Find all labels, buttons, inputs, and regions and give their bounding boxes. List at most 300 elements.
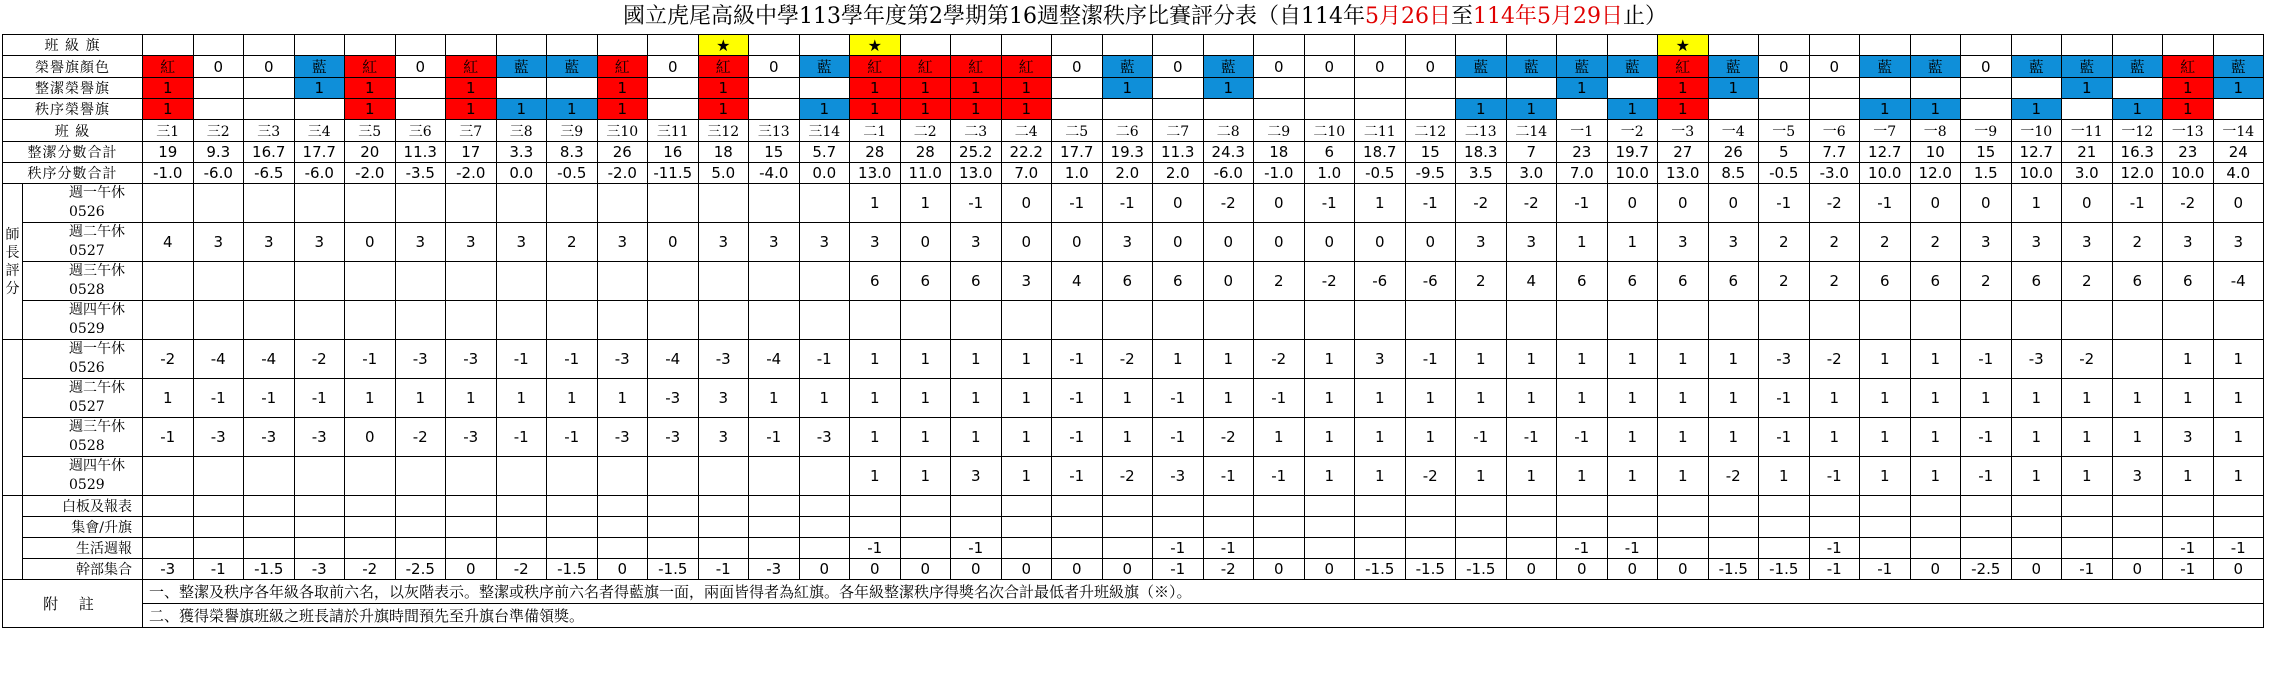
extra-cell: -1.5 xyxy=(1405,559,1456,580)
score-cell xyxy=(143,262,194,301)
class-label: 班 級 xyxy=(3,120,143,142)
class-flag-cell xyxy=(1405,35,1456,56)
extra-cell: -1.5 xyxy=(648,559,699,580)
score-cell: 1 xyxy=(1658,379,1709,418)
score-cell xyxy=(597,457,648,496)
score-cell: 1 xyxy=(1355,457,1406,496)
clean-total-cell: 10 xyxy=(1910,142,1961,163)
clean-total-cell: 12.7 xyxy=(1860,142,1911,163)
order-flag-cell: 1 xyxy=(2011,99,2062,120)
score-cell xyxy=(749,301,800,340)
score-cell: -1 xyxy=(1759,184,1810,223)
score-cell: 0 xyxy=(1607,184,1658,223)
order-flag-cell xyxy=(193,99,244,120)
score-cell: 1 xyxy=(1304,457,1355,496)
extra-cell xyxy=(1153,517,1204,538)
score-cell xyxy=(1658,301,1709,340)
score-cell: 1 xyxy=(749,379,800,418)
extras-group xyxy=(3,496,23,580)
clean-total-cell: 22.2 xyxy=(1001,142,1052,163)
score-cell xyxy=(193,457,244,496)
score-cell: -1 xyxy=(294,379,345,418)
extra-cell xyxy=(1355,496,1406,517)
class-flag-cell xyxy=(2062,35,2113,56)
order-flag-cell xyxy=(1708,99,1759,120)
class-flag-cell xyxy=(395,35,446,56)
score-cell: 1 xyxy=(1961,379,2012,418)
score-cell: -1 xyxy=(799,340,850,379)
order-total-cell: -6.5 xyxy=(244,163,295,184)
score-cell xyxy=(1910,301,1961,340)
score-cell xyxy=(193,262,244,301)
score-cell: 0 xyxy=(1355,223,1406,262)
extra-cell xyxy=(698,517,749,538)
class-name-cell: 二4 xyxy=(1001,120,1052,142)
score-cell: 1 xyxy=(1910,418,1961,457)
honor-color-cell: 0 xyxy=(1355,56,1406,78)
teacher-order-row xyxy=(3,418,2264,457)
score-cell: -1 xyxy=(1405,340,1456,379)
extra-cell: 0 xyxy=(1910,559,1961,580)
class-name-cell: 三6 xyxy=(395,120,446,142)
honor-color-cell: 藍 xyxy=(2011,56,2062,78)
order-total-cell: 12.0 xyxy=(1910,163,1961,184)
extra-cell: -1.5 xyxy=(1456,559,1507,580)
score-cell: 3 xyxy=(244,223,295,262)
class-name-cell: 一5 xyxy=(1759,120,1810,142)
clean-flag-cell xyxy=(1405,78,1456,99)
score-cell: -2 xyxy=(1456,184,1507,223)
class-name-cell: 三11 xyxy=(648,120,699,142)
score-cell: -4 xyxy=(2213,262,2264,301)
clean-total-cell: 24.3 xyxy=(1203,142,1254,163)
score-cell xyxy=(547,184,598,223)
extra-cell xyxy=(850,496,901,517)
score-cell: 1 xyxy=(850,379,901,418)
score-cell xyxy=(1304,301,1355,340)
score-cell xyxy=(547,457,598,496)
extra-cell xyxy=(1708,517,1759,538)
honor-color-cell: 紅 xyxy=(345,56,396,78)
score-cell: -1 xyxy=(1961,340,2012,379)
extra-cell: 0 xyxy=(1052,559,1103,580)
weekday-label xyxy=(23,262,143,301)
weekday-date: 0529 xyxy=(69,321,105,337)
section-char: 分 xyxy=(5,280,20,297)
class-flag-cell xyxy=(1102,35,1153,56)
clean-flag-cell xyxy=(1809,78,1860,99)
score-cell: -2 xyxy=(1304,262,1355,301)
extra-cell xyxy=(1607,496,1658,517)
score-cell: 1 xyxy=(900,418,951,457)
honor-color-cell: 0 xyxy=(395,56,446,78)
order-total-cell: 7.0 xyxy=(1557,163,1608,184)
score-cell xyxy=(244,262,295,301)
class-flag-cell xyxy=(294,35,345,56)
clean-total-cell: 19.7 xyxy=(1607,142,1658,163)
score-cell: 1 xyxy=(1910,379,1961,418)
honor-color-cell: 紅 xyxy=(1001,56,1052,78)
score-cell: 1 xyxy=(2112,379,2163,418)
weekday-date: 0528 xyxy=(69,282,105,298)
extra-cell: 0 xyxy=(799,559,850,580)
weekday-name: 週二午休 xyxy=(69,380,125,396)
extra-cell xyxy=(2163,517,2214,538)
extra-cell xyxy=(1557,517,1608,538)
score-cell: 3 xyxy=(698,223,749,262)
class-name-cell: 三4 xyxy=(294,120,345,142)
score-cell: 2 xyxy=(1759,223,1810,262)
clean-flag-cell xyxy=(193,78,244,99)
score-cell: 3 xyxy=(799,223,850,262)
score-cell: -1 xyxy=(1809,457,1860,496)
honor-color-cell: 0 xyxy=(749,56,800,78)
extra-cell: -3 xyxy=(294,559,345,580)
score-cell: 1 xyxy=(1405,379,1456,418)
honor-color-cell: 紅 xyxy=(850,56,901,78)
order-flag-cell xyxy=(1304,99,1355,120)
weekday-label xyxy=(23,301,143,340)
honor-color-cell: 紅 xyxy=(2163,56,2214,78)
score-cell xyxy=(193,301,244,340)
score-cell xyxy=(143,457,194,496)
order-score-group xyxy=(3,340,23,496)
clean-flag-cell xyxy=(799,78,850,99)
score-cell: -1 xyxy=(547,340,598,379)
score-cell: -1 xyxy=(1254,457,1305,496)
score-cell: -3 xyxy=(597,340,648,379)
score-cell: -1 xyxy=(1153,418,1204,457)
score-cell: -3 xyxy=(698,340,749,379)
honor-color-cell: 紅 xyxy=(597,56,648,78)
score-cell: 1 xyxy=(2011,379,2062,418)
score-cell: -1 xyxy=(1153,379,1204,418)
clean-flag-cell xyxy=(2011,78,2062,99)
class-name-cell: 二5 xyxy=(1052,120,1103,142)
score-cell: -1 xyxy=(1052,340,1103,379)
honor-color-cell: 紅 xyxy=(951,56,1002,78)
extra-cell xyxy=(1001,538,1052,559)
score-cell xyxy=(1405,301,1456,340)
score-cell: 3 xyxy=(2213,223,2264,262)
extra-cell: -1 xyxy=(2062,559,2113,580)
order-total-cell: 13.0 xyxy=(850,163,901,184)
class-flag-cell xyxy=(143,35,194,56)
class-name-cell: 二7 xyxy=(1153,120,1204,142)
score-cell xyxy=(244,184,295,223)
score-cell xyxy=(496,301,547,340)
order-total-cell: 10.0 xyxy=(2011,163,2062,184)
score-cell: 1 xyxy=(1557,223,1608,262)
extra-cell: -1 xyxy=(2163,559,2214,580)
score-cell: -1 xyxy=(1304,184,1355,223)
order-flag-cell: 1 xyxy=(2112,99,2163,120)
class-name-cell: 一3 xyxy=(1658,120,1709,142)
extra-cell: 0 xyxy=(2112,559,2163,580)
score-cell xyxy=(345,184,396,223)
extra-cell xyxy=(1052,517,1103,538)
clean-total-cell: 28 xyxy=(900,142,951,163)
score-cell: -3 xyxy=(597,418,648,457)
class-flag-cell xyxy=(345,35,396,56)
extra-cell xyxy=(143,496,194,517)
order-flag-cell xyxy=(1052,99,1103,120)
class-flag-cell xyxy=(1153,35,1204,56)
extra-cell xyxy=(446,517,497,538)
class-name-cell: 二14 xyxy=(1506,120,1557,142)
clean-total-cell: 28 xyxy=(850,142,901,163)
score-cell: 2 xyxy=(2112,223,2163,262)
clean-total-cell: 18 xyxy=(1254,142,1305,163)
extra-cell xyxy=(294,538,345,559)
score-cell: 2 xyxy=(2062,262,2113,301)
score-cell: 1 xyxy=(1102,418,1153,457)
weekday-date: 0528 xyxy=(69,438,105,454)
extra-cell: -1 xyxy=(2163,538,2214,559)
score-cell: 0 xyxy=(648,223,699,262)
clean-total-cell: 7 xyxy=(1506,142,1557,163)
extra-label: 白板及報表 xyxy=(23,496,143,517)
score-cell: -1 xyxy=(1203,457,1254,496)
score-cell: 1 xyxy=(1506,340,1557,379)
order-total-label: 秩序分數合計 xyxy=(3,163,143,184)
extra-cell xyxy=(1658,517,1709,538)
order-flag-cell xyxy=(1355,99,1406,120)
score-cell: -2 xyxy=(1809,340,1860,379)
weekday-name: 週一午休 xyxy=(69,341,125,357)
honor-color-cell: 藍 xyxy=(1607,56,1658,78)
honor-color-cell: 0 xyxy=(244,56,295,78)
score-cell: 1 xyxy=(1860,418,1911,457)
extra-cell xyxy=(1759,538,1810,559)
order-total-cell: 1.0 xyxy=(1052,163,1103,184)
extra-cell: 0 xyxy=(1506,559,1557,580)
class-name-cell: 三3 xyxy=(244,120,295,142)
honor-color-cell: 紅 xyxy=(446,56,497,78)
score-cell: 1 xyxy=(2011,184,2062,223)
order-flag-cell: 1 xyxy=(799,99,850,120)
score-cell: -3 xyxy=(648,379,699,418)
class-flag-cell xyxy=(1304,35,1355,56)
extra-cell: 0 xyxy=(1102,559,1153,580)
order-flag-cell: 1 xyxy=(496,99,547,120)
extra-cell: 0 xyxy=(900,559,951,580)
class-flag-cell xyxy=(951,35,1002,56)
score-cell xyxy=(2112,340,2163,379)
score-cell: 1 xyxy=(1658,457,1709,496)
score-cell: 0 xyxy=(1405,223,1456,262)
notes-text: 一、整潔及秩序各年級各取前六名，以灰階表示。整潔或秩序前六名者得藍旗一面，兩面皆得者為紅旗。各年級整潔秩序得獎名次合計最低者升班級旗（※）。 xyxy=(143,580,2264,604)
score-cell: -4 xyxy=(244,340,295,379)
order-total-cell: -6.0 xyxy=(193,163,244,184)
class-name-cell: 一14 xyxy=(2213,120,2264,142)
clean-flag-cell xyxy=(547,78,598,99)
order-flag-cell xyxy=(244,99,295,120)
score-cell: 1 xyxy=(2062,379,2113,418)
clean-total-cell: 5 xyxy=(1759,142,1810,163)
clean-flag-cell xyxy=(1052,78,1103,99)
clean-total-label: 整潔分數合計 xyxy=(3,142,143,163)
score-cell xyxy=(395,262,446,301)
order-flag-cell xyxy=(1203,99,1254,120)
extra-cell xyxy=(1405,496,1456,517)
class-name-cell: 一8 xyxy=(1910,120,1961,142)
clean-flag-cell: 1 xyxy=(2062,78,2113,99)
score-cell xyxy=(951,301,1002,340)
extra-cell xyxy=(698,496,749,517)
teacher-clean-row xyxy=(3,184,2264,223)
score-cell: -3 xyxy=(294,418,345,457)
score-cell: 1 xyxy=(850,418,901,457)
clean-total-cell: 23 xyxy=(1557,142,1608,163)
score-cell: -1 xyxy=(1506,418,1557,457)
order-flag-cell: 1 xyxy=(143,99,194,120)
score-cell xyxy=(244,457,295,496)
score-cell: 1 xyxy=(900,379,951,418)
class-flag-cell xyxy=(1708,35,1759,56)
score-cell: -3 xyxy=(648,418,699,457)
score-cell: 1 xyxy=(1910,457,1961,496)
extra-cell xyxy=(1456,517,1507,538)
order-flag-cell xyxy=(1102,99,1153,120)
order-flag-cell xyxy=(1759,99,1810,120)
score-cell: 2 xyxy=(1254,262,1305,301)
score-cell: -2 xyxy=(1708,457,1759,496)
score-cell: 2 xyxy=(1910,223,1961,262)
score-cell: -2 xyxy=(2163,184,2214,223)
extra-cell: -1 xyxy=(1557,538,1608,559)
order-flag-cell: 1 xyxy=(2163,99,2214,120)
star-icon: ★ xyxy=(850,35,901,56)
clean-total-cell: 16.3 xyxy=(2112,142,2163,163)
score-cell: 3 xyxy=(395,223,446,262)
score-cell: 3 xyxy=(2163,223,2214,262)
score-cell: 2 xyxy=(1809,223,1860,262)
extra-cell xyxy=(1759,496,1810,517)
score-cell: -1 xyxy=(1052,457,1103,496)
score-cell xyxy=(1456,301,1507,340)
extra-cell xyxy=(1304,538,1355,559)
honor-color-cell: 0 xyxy=(1961,56,2012,78)
class-name-cell: 一10 xyxy=(2011,120,2062,142)
extra-cell xyxy=(1759,517,1810,538)
score-cell xyxy=(749,262,800,301)
clean-total-cell: 21 xyxy=(2062,142,2113,163)
score-cell: -1 xyxy=(244,379,295,418)
extra-cell xyxy=(1557,496,1608,517)
class-name-cell: 三9 xyxy=(547,120,598,142)
score-cell: -3 xyxy=(193,418,244,457)
clean-flag-cell xyxy=(1456,78,1507,99)
clean-flag-cell xyxy=(749,78,800,99)
score-cell xyxy=(2062,301,2113,340)
clean-total-cell: 19 xyxy=(143,142,194,163)
clean-total-cell: 26 xyxy=(1708,142,1759,163)
clean-total-cell: 15 xyxy=(749,142,800,163)
weekday-name: 週四午休 xyxy=(69,458,125,474)
clean-flag-cell: 1 xyxy=(345,78,396,99)
order-total-cell: 5.0 xyxy=(698,163,749,184)
order-total-cell: -11.5 xyxy=(648,163,699,184)
score-cell: 0 xyxy=(900,223,951,262)
score-cell xyxy=(1052,301,1103,340)
honor-color-cell: 0 xyxy=(1759,56,1810,78)
score-cell: 0 xyxy=(1153,223,1204,262)
score-cell: 0 xyxy=(345,418,396,457)
extra-cell xyxy=(1910,538,1961,559)
order-flag-cell xyxy=(648,99,699,120)
order-total-row xyxy=(3,163,2264,184)
clean-total-cell: 18 xyxy=(698,142,749,163)
score-cell: 4 xyxy=(1506,262,1557,301)
honor-color-cell: 藍 xyxy=(1203,56,1254,78)
extra-cell xyxy=(395,538,446,559)
honor-color-cell: 紅 xyxy=(900,56,951,78)
clean-flag-cell: 1 xyxy=(1001,78,1052,99)
teacher-clean-row xyxy=(3,301,2264,340)
extra-cell xyxy=(1910,517,1961,538)
score-cell: -2 xyxy=(143,340,194,379)
score-cell: 3 xyxy=(2163,418,2214,457)
order-total-cell: -6.0 xyxy=(294,163,345,184)
score-cell: 1 xyxy=(1759,457,1810,496)
score-cell xyxy=(648,457,699,496)
order-total-cell: -3.0 xyxy=(1809,163,1860,184)
score-cell xyxy=(294,184,345,223)
class-name-cell: 一12 xyxy=(2112,120,2163,142)
class-name-cell: 二13 xyxy=(1456,120,1507,142)
score-cell: 1 xyxy=(1304,418,1355,457)
clean-flag-cell: 1 xyxy=(1102,78,1153,99)
score-cell xyxy=(345,262,396,301)
score-cell: 6 xyxy=(2011,262,2062,301)
extra-cell xyxy=(597,517,648,538)
clean-total-cell: 18.7 xyxy=(1355,142,1406,163)
score-cell xyxy=(698,184,749,223)
score-cell: -1 xyxy=(749,418,800,457)
score-cell: 1 xyxy=(1910,340,1961,379)
score-cell: -6 xyxy=(1405,262,1456,301)
score-cell: 1 xyxy=(2062,418,2113,457)
clean-flag-cell: 1 xyxy=(446,78,497,99)
section-char: 師 xyxy=(5,226,20,243)
class-name-cell: 三10 xyxy=(597,120,648,142)
honor-color-cell: 0 xyxy=(193,56,244,78)
score-cell: -4 xyxy=(193,340,244,379)
class-flag-cell xyxy=(244,35,295,56)
score-cell: 1 xyxy=(2112,418,2163,457)
score-cell: 2 xyxy=(1456,262,1507,301)
extra-cell: -1 xyxy=(1607,538,1658,559)
extra-cell: -2 xyxy=(345,559,396,580)
extra-cell xyxy=(2062,496,2113,517)
score-cell xyxy=(2011,301,2062,340)
order-flag-cell: 1 xyxy=(850,99,901,120)
extra-cell xyxy=(900,517,951,538)
clean-flag-cell: 1 xyxy=(1203,78,1254,99)
score-cell: -4 xyxy=(749,340,800,379)
extra-cell: -2.5 xyxy=(1961,559,2012,580)
extra-label: 生活週報 xyxy=(23,538,143,559)
score-cell: 3 xyxy=(1102,223,1153,262)
order-flag-cell: 1 xyxy=(345,99,396,120)
honor-color-cell: 紅 xyxy=(143,56,194,78)
score-cell xyxy=(597,262,648,301)
extra-cell xyxy=(648,517,699,538)
score-cell xyxy=(1708,301,1759,340)
class-name-cell: 二12 xyxy=(1405,120,1456,142)
score-cell: -1 xyxy=(1052,418,1103,457)
